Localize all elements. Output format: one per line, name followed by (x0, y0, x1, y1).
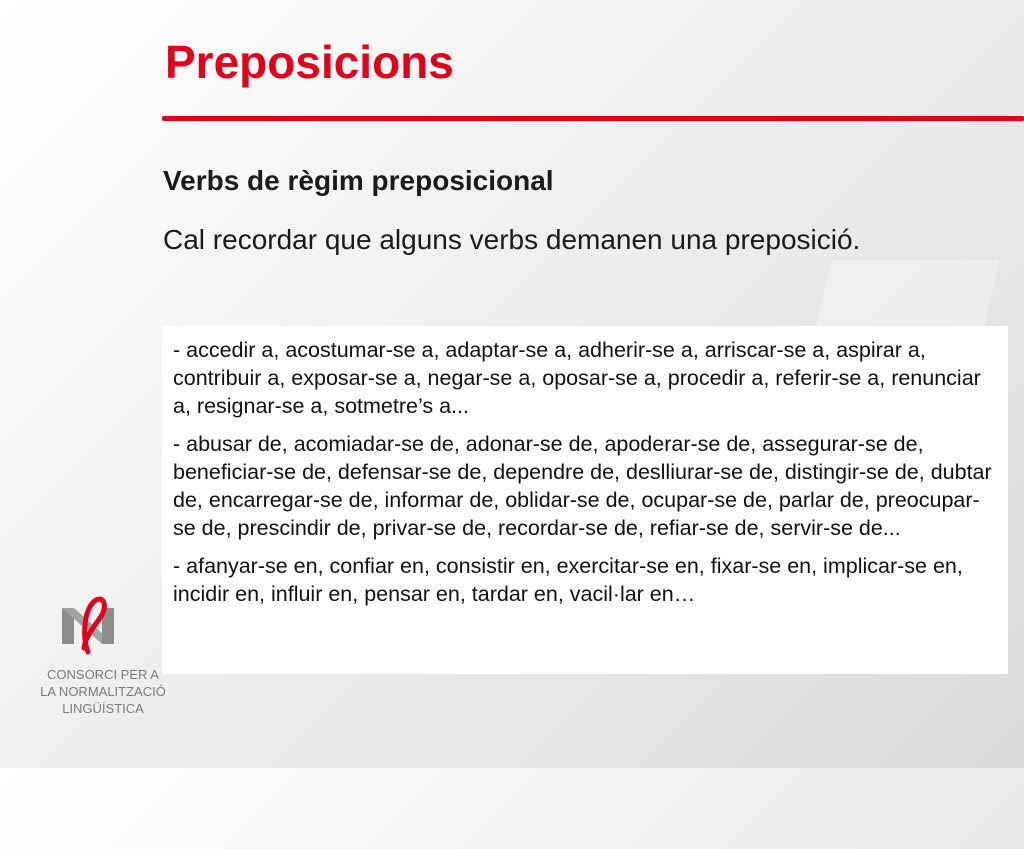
logo-line-2: LA NORMALITZACIÓ (40, 684, 166, 699)
logo-line-3: LINGÜÍSTICA (62, 701, 144, 716)
verb-group-de: - abusar de, acomiadar-se de, adonar-se de, apoderar-se de, assegurar-se de, beneficiar-se de, defensar-se de, dependre de, deslliurar-se de, distingir-se de, dubtar de, encarregar-se de, informar de, oblidar-se de, ocupar-se de, parlar de, preocupar-se de, prescindir de, privar-se de, recordar-se de, refiar-se de, servir-se de... (173, 432, 992, 540)
verb-group-a: - accedir a, acostumar-se a, adaptar-se a, adherir-se a, arriscar-se a, aspirar a, contribuir a, exposar-se a, negar-se a, oposar-se a, procedir a, referir-se a, renunciar a, resignar-se a, sotmetre’s a... (173, 338, 981, 418)
verb-group-en: - afanyar-se en, confiar en, consistir en, exercitar-se en, fixar-se en, implicar-se en, incidir en, influir en, pensar en, tardar en, vacil·lar en… (173, 554, 963, 606)
logo-caption (38, 666, 168, 717)
slide-subtitle: Verbs de règim preposicional (163, 165, 554, 196)
slide-title: Preposicions (165, 36, 454, 88)
logo-line-1: CONSORCI PER A (47, 667, 159, 682)
intro-text: Cal recordar que alguns verbs demanen una preposició. (163, 224, 861, 255)
verb-list-box (162, 326, 1008, 674)
title-divider (162, 116, 1024, 121)
